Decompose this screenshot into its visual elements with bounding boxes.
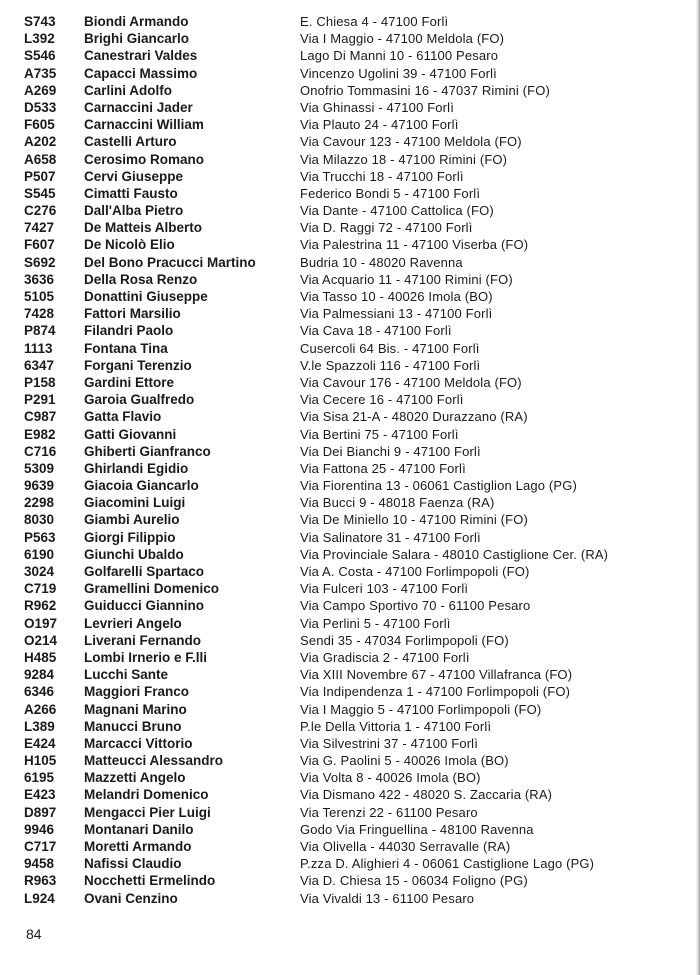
entry-name: Canestrari Valdes — [84, 48, 198, 64]
entry-name: Garoia Gualfredo — [84, 392, 195, 408]
entry-code: C987 — [24, 409, 57, 425]
entry-code: D897 — [24, 804, 57, 820]
entry-address: Via Indipendenza 1 - 47100 Forlimpopoli (FO) — [300, 684, 571, 700]
page-number: 84 — [26, 926, 42, 942]
directory-listing — [0, 13, 700, 907]
directory-entry — [0, 357, 700, 374]
entry-address: Via D. Chiesa 15 - 06034 Foligno (PG) — [300, 873, 528, 889]
entry-code: 6346 — [24, 684, 55, 700]
directory-entry — [0, 340, 700, 357]
entry-code: 9458 — [24, 856, 55, 872]
entry-name: Cimatti Fausto — [84, 185, 178, 201]
directory-entry — [0, 236, 700, 253]
directory-entry — [0, 632, 700, 649]
directory-entry — [0, 116, 700, 133]
entry-name: Ghirlandi Egidio — [84, 460, 189, 476]
directory-entry — [0, 477, 700, 494]
entry-code: 9946 — [24, 821, 55, 837]
entry-name: Capacci Massimo — [84, 65, 198, 81]
entry-code: S743 — [24, 14, 56, 29]
entry-name: Moretti Armando — [84, 839, 192, 854]
entry-name: Mengacci Pier Luigi — [84, 804, 211, 820]
entry-code: R962 — [24, 598, 57, 614]
entry-name: Ovani Cenzino — [84, 890, 178, 906]
entry-address: Via I Maggio 5 - 47100 Forlimpopoli (FO) — [300, 701, 542, 717]
directory-entry — [0, 666, 700, 683]
entry-name: Forgani Terenzio — [84, 357, 192, 373]
directory-entry — [0, 701, 700, 718]
directory-entry — [0, 580, 700, 597]
entry-address: Via Campo Sportivo 70 - 61100 Pesaro — [300, 598, 531, 614]
entry-name: Carnaccini William — [84, 117, 204, 133]
entry-address: V.le Spazzoli 116 - 47100 Forlì — [300, 357, 481, 373]
entry-address: P.le Della Vittoria 1 - 47100 Forlì — [300, 718, 492, 734]
entry-code: A202 — [24, 134, 57, 150]
entry-address: Budria 10 - 48020 Ravenna — [300, 254, 463, 270]
entry-address: Onofrio Tommasini 16 - 47037 Rimini (FO) — [300, 82, 550, 98]
entry-address: P.zza D. Alighieri 4 - 06061 Castiglione Lago (PG) — [300, 856, 595, 872]
entry-code: S545 — [24, 185, 56, 201]
directory-entry — [0, 288, 700, 305]
entry-code: L389 — [24, 718, 55, 734]
entry-name: Nocchetti Ermelindo — [84, 873, 216, 889]
entry-name: Gatta Flavio — [84, 409, 162, 425]
entry-code: 3636 — [24, 271, 55, 287]
entry-code: 1113 — [24, 340, 53, 356]
entry-name: Maggiori Franco — [84, 684, 190, 700]
directory-entry — [0, 408, 700, 425]
directory-entry — [0, 511, 700, 528]
page-edge-shadow — [696, 0, 700, 975]
entry-code: P291 — [24, 392, 56, 408]
entry-address: Via Palmessiani 13 - 47100 Forlì — [300, 306, 493, 322]
entry-name: Guiducci Giannino — [84, 598, 205, 614]
directory-entry — [0, 426, 700, 443]
directory-entry — [0, 855, 700, 872]
entry-code: P563 — [24, 529, 56, 545]
entry-address: Via Cava 18 - 47100 Forlì — [300, 323, 452, 339]
entry-code: F607 — [24, 237, 55, 253]
entry-code: 6190 — [24, 546, 55, 562]
entry-code: A658 — [24, 151, 57, 167]
entry-name: Cerosimo Romano — [84, 151, 205, 167]
entry-address: Via Cecere 16 - 47100 Forlì — [300, 392, 464, 408]
entry-name: De Matteis Alberto — [84, 220, 203, 236]
directory-entry — [0, 615, 700, 632]
entry-code: 5105 — [24, 289, 55, 304]
directory-entry — [0, 872, 700, 889]
directory-entry — [0, 219, 700, 236]
entry-address: Lago Di Manni 10 - 61100 Pesaro — [300, 48, 499, 64]
entry-code: F605 — [24, 117, 55, 133]
entry-name: Montanari Danilo — [84, 821, 194, 837]
entry-name: Giambi Aurelio — [84, 512, 180, 528]
entry-code: 3024 — [24, 564, 55, 579]
entry-code: E424 — [24, 735, 56, 751]
entry-name: Levrieri Angelo — [84, 615, 182, 631]
entry-code: A266 — [24, 701, 57, 717]
entry-name: Giacomini Luigi — [84, 495, 186, 511]
entry-name: Gardini Ettore — [84, 374, 175, 390]
directory-entry — [0, 890, 700, 907]
entry-address: Via Salinatore 31 - 47100 Forlì — [300, 529, 481, 545]
entry-name: Lombi Irnerio e F.lli — [84, 649, 208, 665]
entry-name: Carnaccini Jader — [84, 99, 193, 115]
entry-address: Via Olivella - 44030 Serravalle (RA) — [300, 839, 511, 854]
entry-address: Federico Bondi 5 - 47100 Forlì — [300, 185, 481, 201]
entry-name: Marcacci Vittorio — [84, 735, 193, 751]
entry-name: Della Rosa Renzo — [84, 271, 198, 287]
directory-entry — [0, 821, 700, 838]
directory-entry — [0, 202, 700, 219]
entry-address: Via De Miniello 10 - 47100 Rimini (FO) — [300, 512, 528, 528]
entry-code: 9284 — [24, 667, 55, 683]
entry-address: Sendi 35 - 47034 Forlimpopoli (FO) — [300, 632, 509, 648]
entry-name: Mazzetti Angelo — [84, 770, 186, 786]
entry-code: 6195 — [24, 770, 55, 786]
entry-code: P158 — [24, 374, 56, 390]
entry-address: Via Perlini 5 - 47100 Forlì — [300, 615, 451, 631]
entry-address: Via Volta 8 - 40026 Imola (BO) — [300, 770, 481, 786]
entry-address: Via Dante - 47100 Cattolica (FO) — [300, 203, 494, 219]
directory-entry — [0, 718, 700, 735]
entry-code: S546 — [24, 48, 56, 64]
directory-entry — [0, 13, 700, 30]
entry-address: Via Bucci 9 - 48018 Faenza (RA) — [300, 495, 495, 511]
entry-name: Ghiberti Gianfranco — [84, 443, 211, 459]
entry-code: C716 — [24, 443, 57, 459]
entry-name: Castelli Arturo — [84, 134, 177, 150]
directory-entry — [0, 683, 700, 700]
entry-name: Melandri Domenico — [84, 787, 209, 803]
directory-entry — [0, 168, 700, 185]
directory-entry — [0, 786, 700, 803]
entry-code: 5309 — [24, 460, 55, 476]
entry-code: S692 — [24, 254, 56, 270]
entry-address: Via D. Raggi 72 - 47100 Forlì — [300, 220, 473, 236]
entry-address: Via Silvestrini 37 - 47100 Forlì — [300, 735, 478, 751]
directory-entry — [0, 185, 700, 202]
entry-code: A269 — [24, 82, 57, 98]
entry-name: Giunchi Ubaldo — [84, 546, 184, 562]
entry-code: 6347 — [24, 357, 55, 373]
directory-entry — [0, 99, 700, 116]
entry-address: Vincenzo Ugolini 39 - 47100 Forlì — [300, 65, 497, 81]
entry-code: D533 — [24, 99, 57, 115]
directory-entry — [0, 65, 700, 82]
entry-code: P874 — [24, 323, 56, 339]
entry-code: O214 — [24, 632, 58, 648]
directory-entry — [0, 649, 700, 666]
directory-entry — [0, 443, 700, 460]
entry-address: Via Fiorentina 13 - 06061 Castiglion Lago (PG) — [300, 478, 577, 494]
directory-entry — [0, 305, 700, 322]
entry-code: L392 — [24, 31, 55, 47]
entry-code: H485 — [24, 649, 57, 665]
directory-entry — [0, 546, 700, 563]
entry-name: Carlini Adolfo — [84, 82, 172, 98]
directory-entry — [0, 563, 700, 580]
entry-address: Via Provinciale Salara - 48010 Castiglione Cer. (RA) — [300, 546, 609, 562]
directory-entry — [0, 838, 700, 855]
entry-name: Cervi Giuseppe — [84, 168, 184, 184]
entry-code: 7427 — [24, 220, 55, 236]
entry-address: Via Terenzi 22 - 61100 Pesaro — [300, 804, 478, 820]
entry-address: E. Chiesa 4 - 47100 Forlì — [300, 14, 449, 29]
entry-name: Donattini Giuseppe — [84, 289, 208, 304]
entry-address: Via Dei Bianchi 9 - 47100 Forlì — [300, 443, 481, 459]
entry-code: C717 — [24, 839, 57, 854]
directory-entry — [0, 30, 700, 47]
directory-entry — [0, 47, 700, 64]
entry-name: Nafissi Claudio — [84, 856, 182, 872]
entry-address: Via Acquario 11 - 47100 Rimini (FO) — [300, 271, 513, 287]
entry-name: Liverani Fernando — [84, 632, 202, 648]
entry-address: Via Gradiscia 2 - 47100 Forlì — [300, 649, 470, 665]
entry-name: Biondi Armando — [84, 14, 189, 29]
entry-address: Via Cavour 176 - 47100 Meldola (FO) — [300, 374, 522, 390]
entry-code: L924 — [24, 890, 55, 906]
entry-name: Matteucci Alessandro — [84, 753, 224, 769]
entry-code: E423 — [24, 787, 56, 803]
entry-name: Lucchi Sante — [84, 667, 169, 683]
directory-entry — [0, 254, 700, 271]
entry-address: Via I Maggio - 47100 Meldola (FO) — [300, 31, 505, 47]
entry-name: Giorgi Filippio — [84, 529, 176, 545]
entry-code: 9639 — [24, 478, 55, 494]
entry-code: 2298 — [24, 495, 55, 511]
entry-address: Via Fulceri 103 - 47100 Forlì — [300, 581, 469, 597]
entry-name: Gatti Giovanni — [84, 426, 177, 442]
directory-entry — [0, 597, 700, 614]
entry-code: C276 — [24, 203, 57, 219]
directory-entry — [0, 529, 700, 546]
entry-address: Via A. Costa - 47100 Forlimpopoli (FO) — [300, 564, 530, 579]
directory-entry — [0, 82, 700, 99]
entry-name: Del Bono Pracucci Martino — [84, 254, 256, 270]
entry-code: R963 — [24, 873, 57, 889]
entry-address: Godo Via Fringuellina - 48100 Ravenna — [300, 821, 534, 837]
directory-entry — [0, 391, 700, 408]
entry-code: O197 — [24, 615, 58, 631]
entry-code: 8030 — [24, 512, 55, 528]
entry-address: Via G. Paolini 5 - 40026 Imola (BO) — [300, 753, 509, 769]
entry-code: E982 — [24, 426, 56, 442]
directory-entry — [0, 133, 700, 150]
entry-name: De Nicolò Elio — [84, 237, 175, 253]
directory-entry — [0, 271, 700, 288]
entry-name: Gramellini Domenico — [84, 581, 220, 597]
entry-address: Via Dismano 422 - 48020 S. Zaccaria (RA) — [300, 787, 553, 803]
entry-address: Via Palestrina 11 - 47100 Viserba (FO) — [300, 237, 529, 253]
entry-address: Via Sisa 21-A - 48020 Durazzano (RA) — [300, 409, 528, 425]
entry-code: H105 — [24, 753, 57, 769]
entry-address: Via Fattona 25 - 47100 Forlì — [300, 460, 466, 476]
entry-address: Via Trucchi 18 - 47100 Forlì — [300, 168, 464, 184]
directory-entry — [0, 735, 700, 752]
directory-entry — [0, 769, 700, 786]
entry-address: Via Cavour 123 - 47100 Meldola (FO) — [300, 134, 522, 150]
entry-name: Fattori Marsilio — [84, 306, 181, 322]
entry-address: Via Milazzo 18 - 47100 Rimini (FO) — [300, 151, 508, 167]
entry-address: Via Plauto 24 - 47100 Forlì — [300, 117, 459, 133]
entry-name: Manucci Bruno — [84, 718, 182, 734]
entry-address: Via Ghinassi - 47100 Forlì — [300, 99, 454, 115]
entry-name: Magnani Marino — [84, 701, 187, 717]
directory-entry — [0, 804, 700, 821]
entry-code: C719 — [24, 581, 57, 597]
entry-address: Via Tasso 10 - 40026 Imola (BO) — [300, 289, 493, 304]
entry-address: Via Bertini 75 - 47100 Forlì — [300, 426, 459, 442]
directory-entry — [0, 322, 700, 339]
directory-entry — [0, 460, 700, 477]
entry-name: Filandri Paolo — [84, 323, 174, 339]
entry-name: Golfarelli Spartaco — [84, 564, 205, 579]
directory-entry — [0, 494, 700, 511]
entry-code: 7428 — [24, 306, 55, 322]
directory-entry — [0, 752, 700, 769]
entry-name: Dall'Alba Pietro — [84, 203, 184, 219]
entry-code: A735 — [24, 65, 57, 81]
entry-code: P507 — [24, 168, 56, 184]
entry-name: Giacoia Giancarlo — [84, 478, 199, 494]
directory-entry — [0, 374, 700, 391]
entry-name: Brighi Giancarlo — [84, 31, 190, 47]
entry-address: Via XIII Novembre 67 - 47100 Villafranca (FO) — [300, 667, 573, 683]
entry-address: Cusercoli 64 Bis. - 47100 Forlì — [300, 340, 480, 356]
entry-address: Via Vivaldi 13 - 61100 Pesaro — [300, 890, 475, 906]
directory-entry — [0, 151, 700, 168]
entry-name: Fontana Tina — [84, 340, 168, 356]
